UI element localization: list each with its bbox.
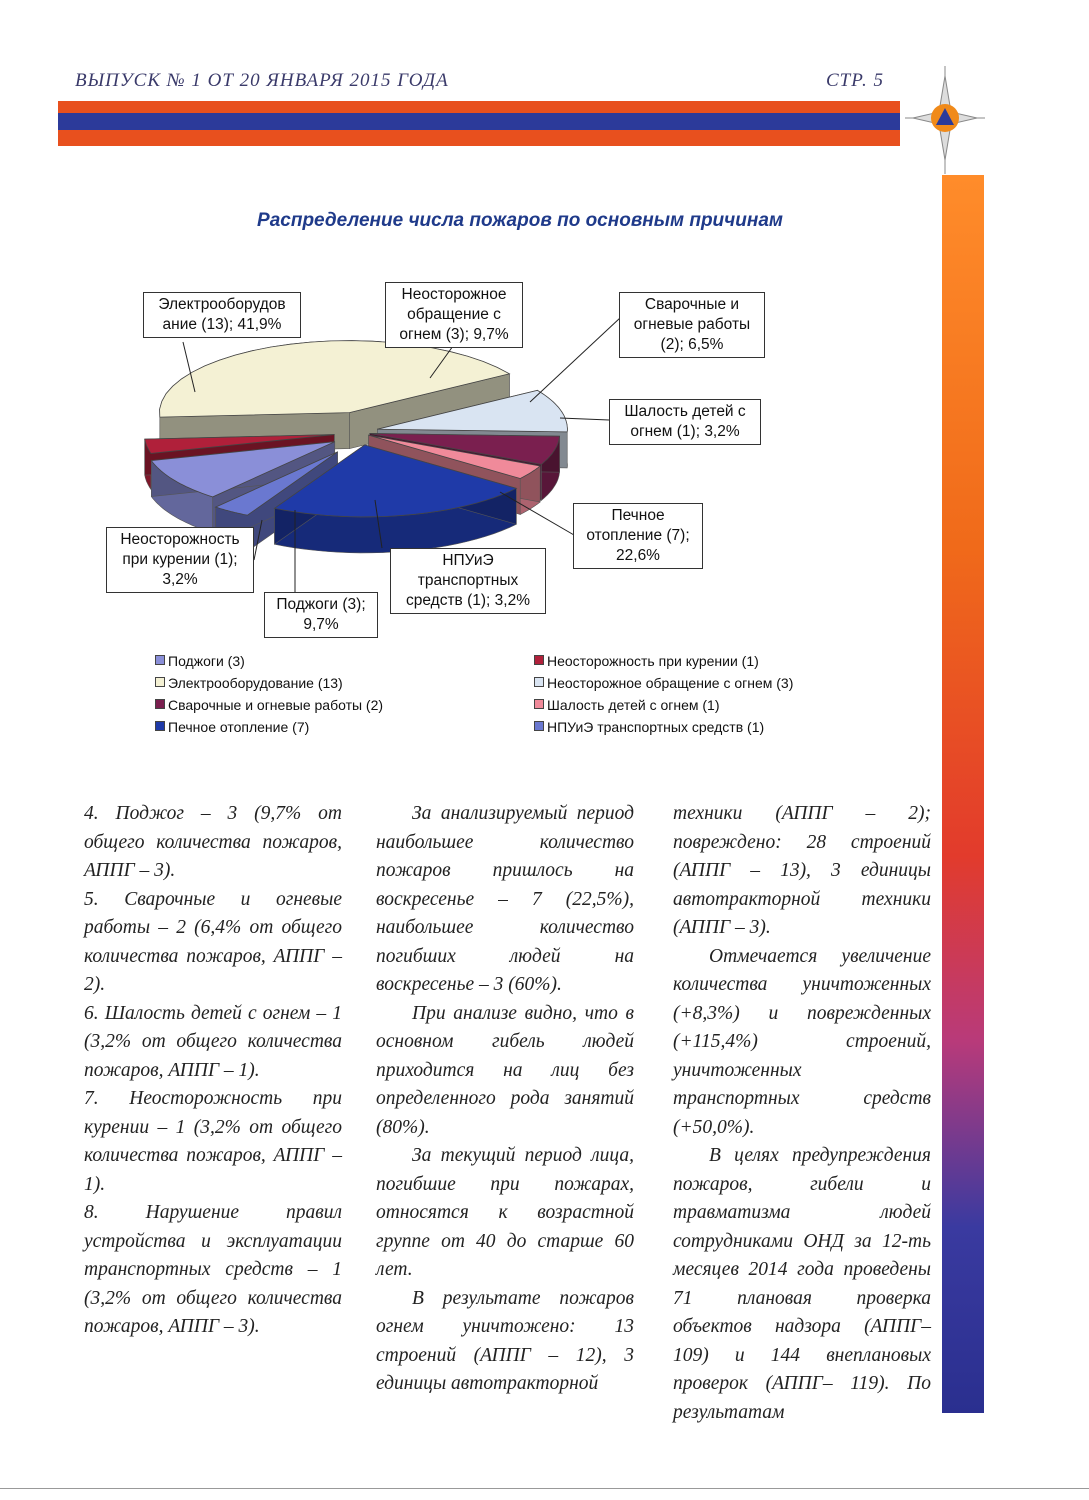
legend-label: Печное отопление (7) — [168, 719, 310, 735]
paragraph: 5. Сварочные и огневые работы – 2 (6,4% от общего количества пожаров, АППГ – 2). — [84, 888, 342, 995]
paragraph: 8. Нарушение правил устройства и эксплуатации транспортных средств – 1 (3,2% от общего количества пожаров, АППГ – 3). — [84, 1202, 342, 1337]
legend-item — [155, 697, 383, 713]
page-number: СТР. 5 — [826, 70, 884, 91]
text-column-3 — [673, 800, 931, 1427]
issue-header: ВЫПУСК № 1 ОТ 20 ЯНВАРЯ 2015 ГОДА — [75, 70, 449, 91]
paragraph: При анализе видно, что в основном гибель людей приходится на лиц без определенного рода занятий (80%). — [376, 1002, 634, 1138]
callout-careless: Неосторожное обращение с огнем (3); 9,7% — [385, 282, 523, 348]
legend-item — [155, 653, 245, 669]
paragraph: 7. Неосторожность при курении – 1 (3,2% от общего количества пожаров, АППГ – 1). — [84, 1088, 342, 1195]
callout-stove: Печное отопление (7); 22,6% — [573, 503, 703, 569]
paragraph: техники (АППГ – 2); повреждено: 28 строений (АППГ – 13), 3 единицы автотракторной техники (АППГ – 3). — [673, 803, 931, 938]
callout-leader-line — [530, 318, 620, 402]
callout-electro: Электрооборудов ание (13); 41,9% — [143, 292, 301, 338]
legend-label: Неосторожность при курении (1) — [547, 653, 759, 669]
legend-item — [534, 653, 759, 669]
legend-label: Электрооборудование (13) — [168, 675, 343, 691]
legend-swatch — [534, 677, 544, 687]
paragraph: За анализируемый период наибольшее количество пожаров пришлось на воскресенье – 7 (22,5%), наибольшее количество погибших людей на воскресенье – 3 (60%). — [376, 803, 634, 995]
legend-item — [534, 675, 793, 691]
callout-smoking: Неосторожность при курении (1); 3,2% — [106, 527, 254, 593]
paragraph: 6. Шалость детей с огнем – 1 (3,2% от общего количества пожаров, АППГ – 1). — [84, 1002, 342, 1081]
legend-item — [534, 697, 720, 713]
legend-swatch — [155, 677, 165, 687]
paragraph: Отмечается увеличение количества уничтоженных (+8,3%) и поврежденных (+115,4%) строений, уничтоженных транспортных средств (+50,0%). — [673, 945, 931, 1138]
legend-swatch — [155, 721, 165, 731]
legend-item — [534, 719, 764, 735]
chart-title: Распределение числа пожаров по основным причинам — [257, 210, 783, 231]
callout-arson: Поджоги (3); 9,7% — [264, 592, 378, 638]
legend-label: НПУиЭ транспортных средств (1) — [547, 719, 765, 735]
legend-label: Сварочные и огневые работы (2) — [168, 697, 384, 713]
legend-swatch — [534, 655, 544, 665]
legend-swatch — [534, 721, 544, 731]
legend-swatch — [155, 655, 165, 665]
legend-label: Шалость детей с огнем (1) — [547, 697, 720, 713]
paragraph: В результате пожаров огнем уничтожено: 13 строений (АППГ – 12), 3 единицы автотракторной — [376, 1287, 634, 1394]
text-column-2 — [376, 800, 634, 1399]
callout-children: Шалость детей с огнем (1); 3,2% — [609, 399, 761, 445]
legend-label: Поджоги (3) — [168, 653, 245, 669]
callout-npuie: НПУиЭ транспортных средств (1); 3,2% — [390, 548, 546, 614]
legend-item — [155, 719, 309, 735]
text-column-1 — [84, 800, 342, 1342]
legend-item — [155, 675, 343, 691]
page-bottom-edge — [0, 1488, 1089, 1489]
paragraph: В целях предупреждения пожаров, гибели и травматизма людей сотрудниками ОНД за 12-ть месяцев 2014 года проведены 71 плановая проверка объектов надзора (АППГ– 109) и 144 внеплановых проверок (АППГ– 119). По результатам — [673, 1145, 931, 1423]
callout-welding: Сварочные и огневые работы (2); 6,5% — [619, 292, 765, 358]
paragraph: 4. Поджог – 3 (9,7% от общего количества пожаров, АППГ – 3). — [84, 803, 342, 881]
legend-label: Неосторожное обращение с огнем (3) — [547, 675, 794, 691]
legend-swatch — [155, 699, 165, 709]
paragraph: За текущий период лица, погибшие при пожарах, относятся к возрастной группе от 40 до старше 60 лет. — [376, 1145, 634, 1280]
callout-leader-line — [560, 418, 609, 420]
legend-swatch — [534, 699, 544, 709]
